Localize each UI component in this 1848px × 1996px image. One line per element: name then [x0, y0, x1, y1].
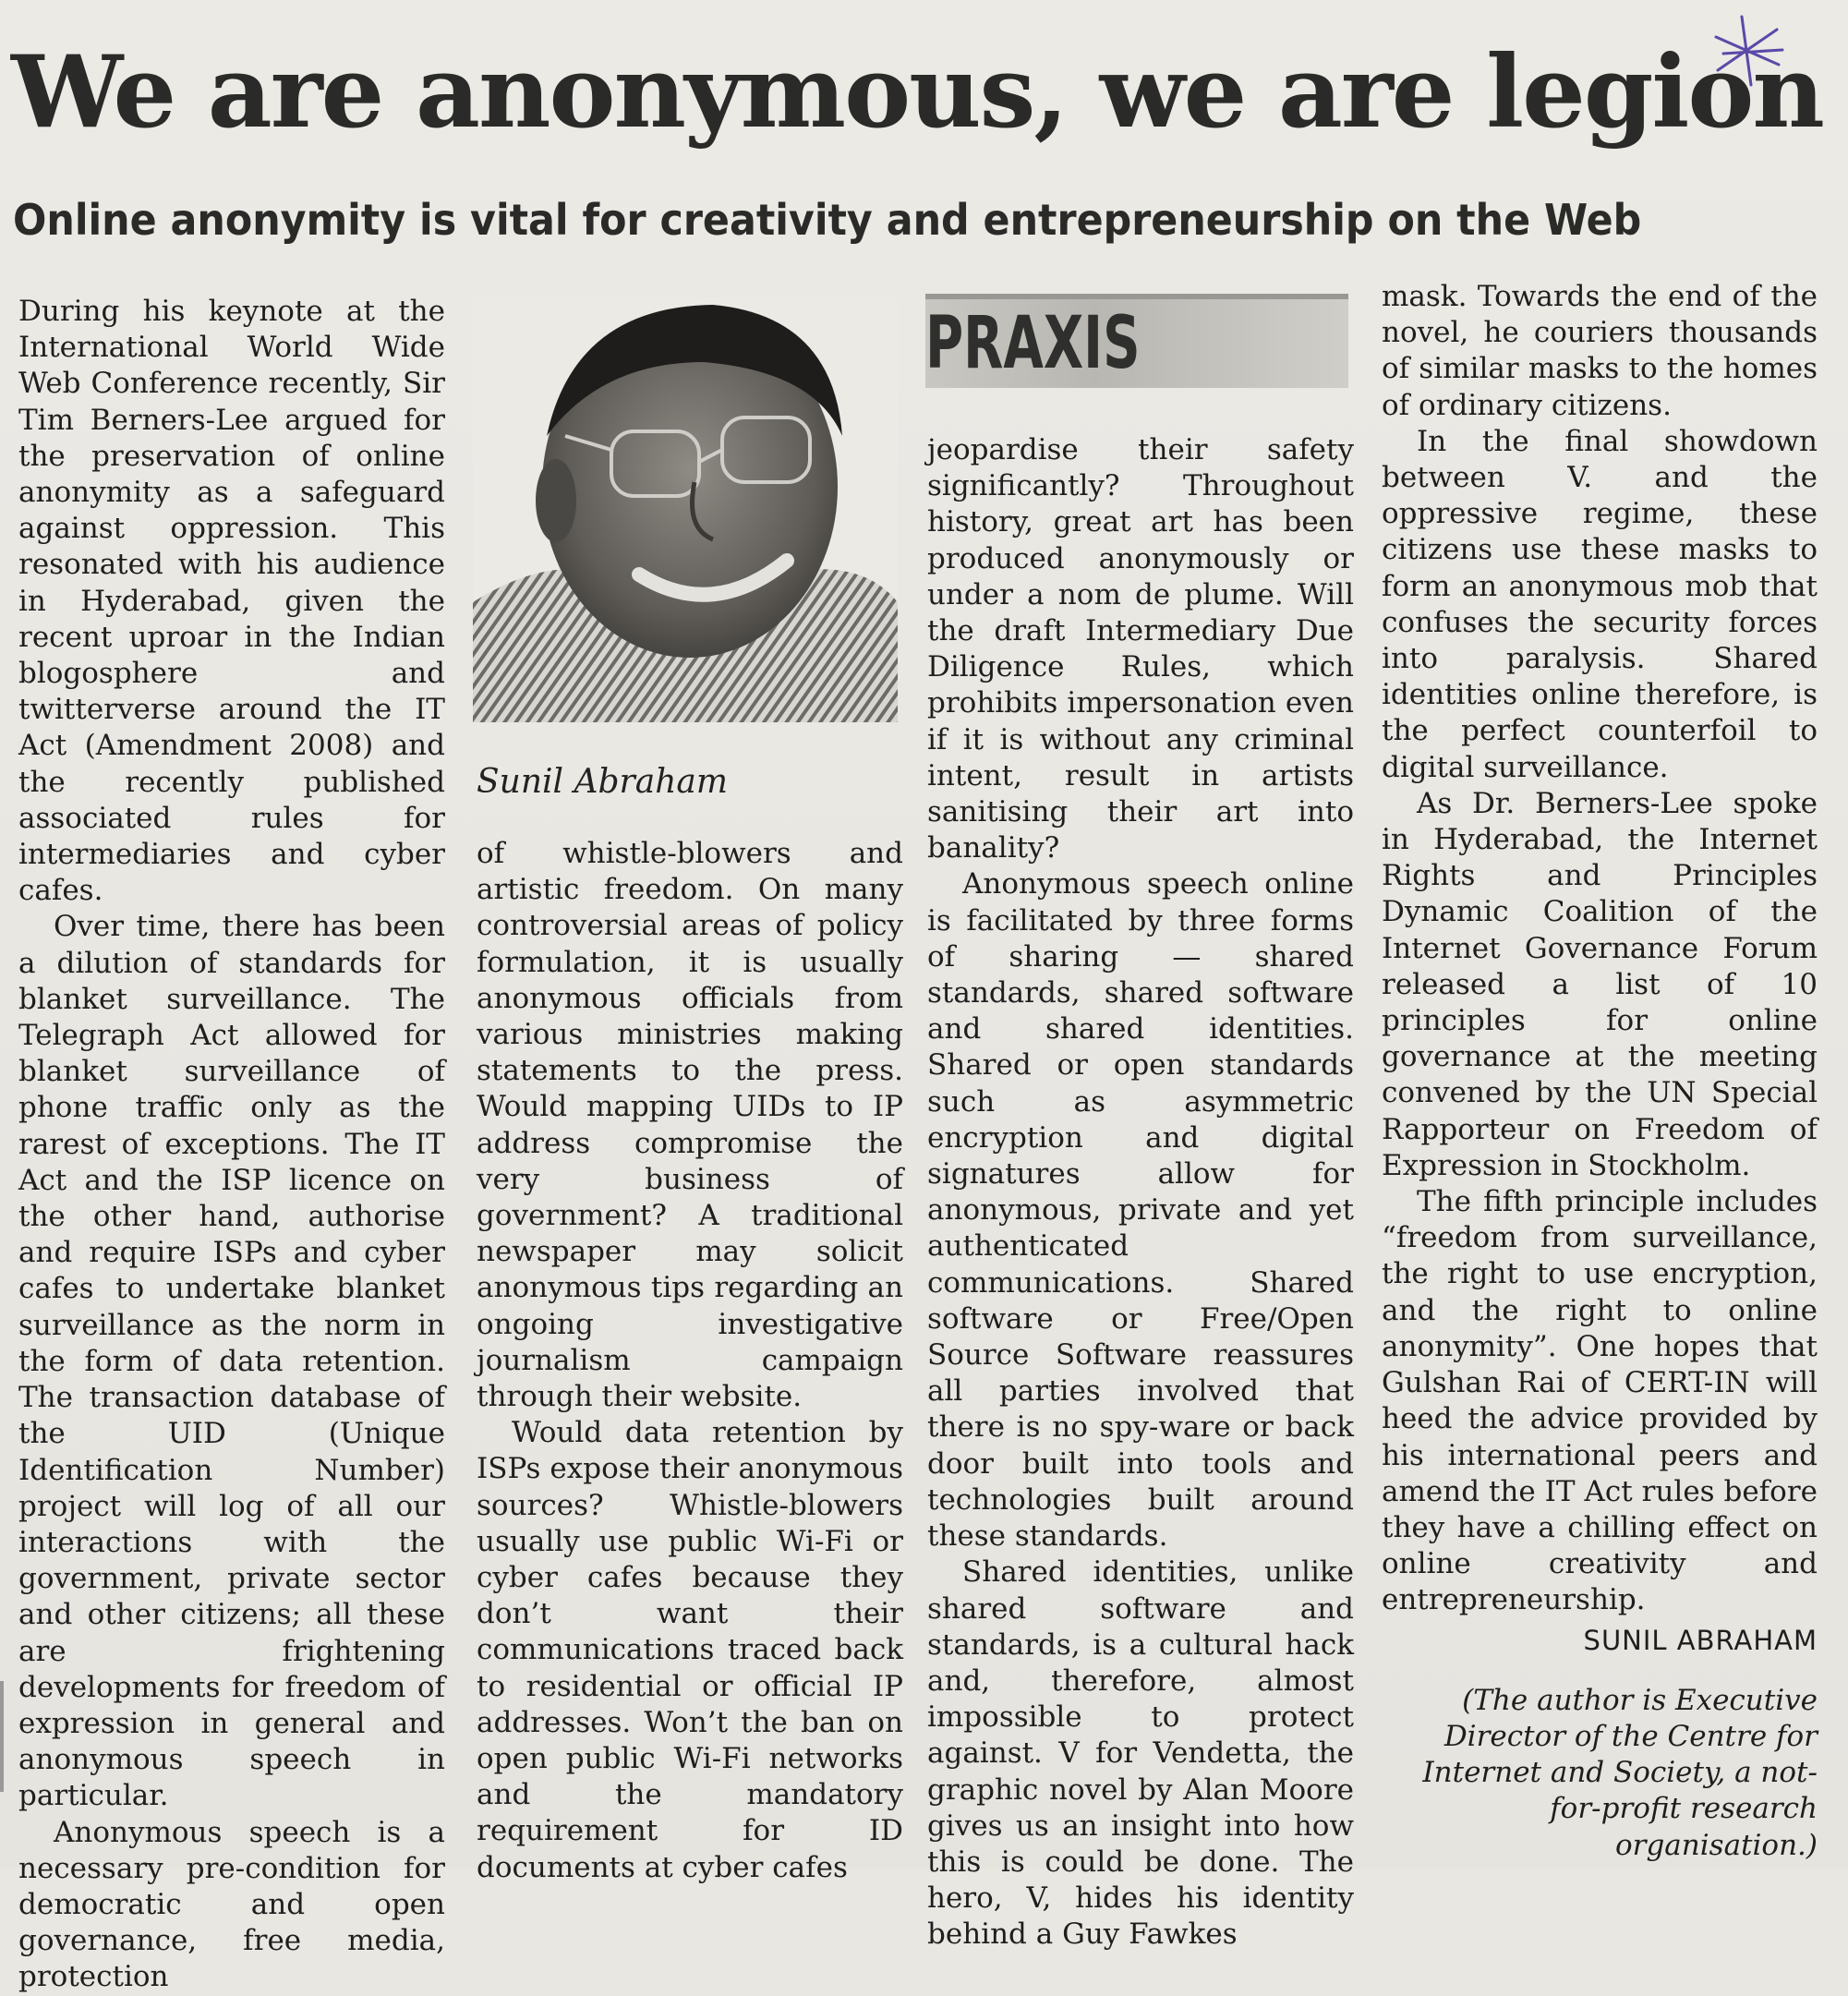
paragraph: Shared identities, unlike shared software and standards, is a cultural hack and, therefore, almost impossible to protect against. V for Vendetta, the graphic novel by Alan Moore gives us an insight into how this is could be done. The hero, V, hides his identity behind a Guy Fawkes [927, 1555, 1354, 1952]
photo-caption: Sunil Abraham [477, 763, 729, 801]
article-column-3 [927, 432, 1354, 1954]
paragraph: Over time, there has been a dilution of standards for blanket surveillance. The Telegraph Act allowed for blanket surveillance of phone traffic only as the rarest of exceptions. The IT Act and the ISP licence on the other hand, authorise and require ISPs and cyber cafes to undertake blanket surveillance as the norm in the form of data retention. The transaction database of the UID (Unique Identification Number) project will log of all our interactions with the government, private sector and other citizens; all these are frightening developments for freedom of expression in general and anonymous speech in particular. [18, 910, 445, 1813]
headline: We are anonymous, we are legion [11, 34, 1823, 151]
paragraph: jeopardise their safety significantly? Throughout history, great art has been produced anonymously or under a nom de plume. Will the draft Intermediary Due Diligence Rules, which prohibits impersonation even if it is without any criminal intent, result in artists sanitising their art into banality? [927, 433, 1354, 865]
article-column-1 [18, 294, 445, 1996]
column-label: PRAXIS [925, 302, 1141, 385]
subheadline: Online anonymity is vital for creativity and entrepreneurship on the Web [13, 195, 1642, 245]
handwritten-asterisk-icon [1705, 9, 1788, 92]
article-column-4 [1382, 279, 1818, 1864]
paragraph: Anonymous speech is a necessary pre-condition for democratic and open governance, free media, protection [18, 1815, 445, 1994]
article-column-2 [477, 836, 903, 1886]
paragraph: Anonymous speech online is facilitated by three forms of sharing — shared standards, shared software and shared identities. Shared or open standards such as asymmetric encryption and digital signatures allow for anonymous, private and yet authenticated communications. Shared software or Free/Open Source Software reassures all parties involved that there is no spy-ware or back door built into tools and technologies built around these standards. [927, 867, 1354, 1554]
paragraph: In the final showdown between V. and the oppressive regime, these citizens use these masks to form an anonymous mob that confuses the security forces into paralysis. Shared identities online therefore, is the perfect counterfoil to digital surveillance. [1382, 424, 1818, 784]
paragraph: mask. Towards the end of the novel, he couriers thousands of similar masks to the homes of ordinary citizens. [1382, 280, 1818, 422]
paragraph: During his keynote at the International World Wide Web Conference recently, Sir Tim Berners-Lee argued for the preservation of online anonymity as a safeguard against oppression. This resonated with his audience in Hyderabad, given the recent uproar in the Indian blogosphere and twitterverse around the IT Act (Amendment 2008) and the recently published associated rules for intermediaries and cyber cafes. [18, 295, 445, 908]
paragraph: Would data retention by ISPs expose their anonymous sources? Whistle-blowers usually use public Wi-Fi or cyber cafes because they don’t want their communications traced back to residential or official IP addresses. Won’t the ban on open public Wi-Fi networks and the mandatory requirement for ID documents at cyber cafes [477, 1416, 903, 1884]
paragraph: As Dr. Berners-Lee spoke in Hyderabad, the Internet Rights and Principles Dynamic Coalition of the Internet Governance Forum released a list of 10 principles for online governance at the meeting convened by the UN Special Rapporteur on Freedom of Expression in Stockholm. [1382, 786, 1818, 1182]
byline: SUNIL ABRAHAM [1583, 1624, 1818, 1656]
paragraph: of whistle-blowers and artistic freedom. On many controversial areas of policy formulation, it is usually anonymous officials from various ministries making statements to the press. Would mapping UIDs to IP address compromise the very business of government? A traditional newspaper may solicit anonymous tips regarding an ongoing investigative journalism campaign through their website. [477, 837, 903, 1414]
author-note: (The author is Executive Director of the Centre for Internet and Society, a not-for-profit research organisation.) [1422, 1683, 1818, 1862]
page-edge-mark [0, 1681, 4, 1792]
author-photo [473, 297, 898, 722]
paragraph: The fifth principle includes “freedom from surveillance, the right to use encryption, and the right to online anonymity”. One hopes that Gulshan Rai of CERT-IN will heed the advice provided by his international peers and amend the IT Act rules before they have a chilling effect on online creativity and entrepreneurship. [1382, 1185, 1818, 1617]
